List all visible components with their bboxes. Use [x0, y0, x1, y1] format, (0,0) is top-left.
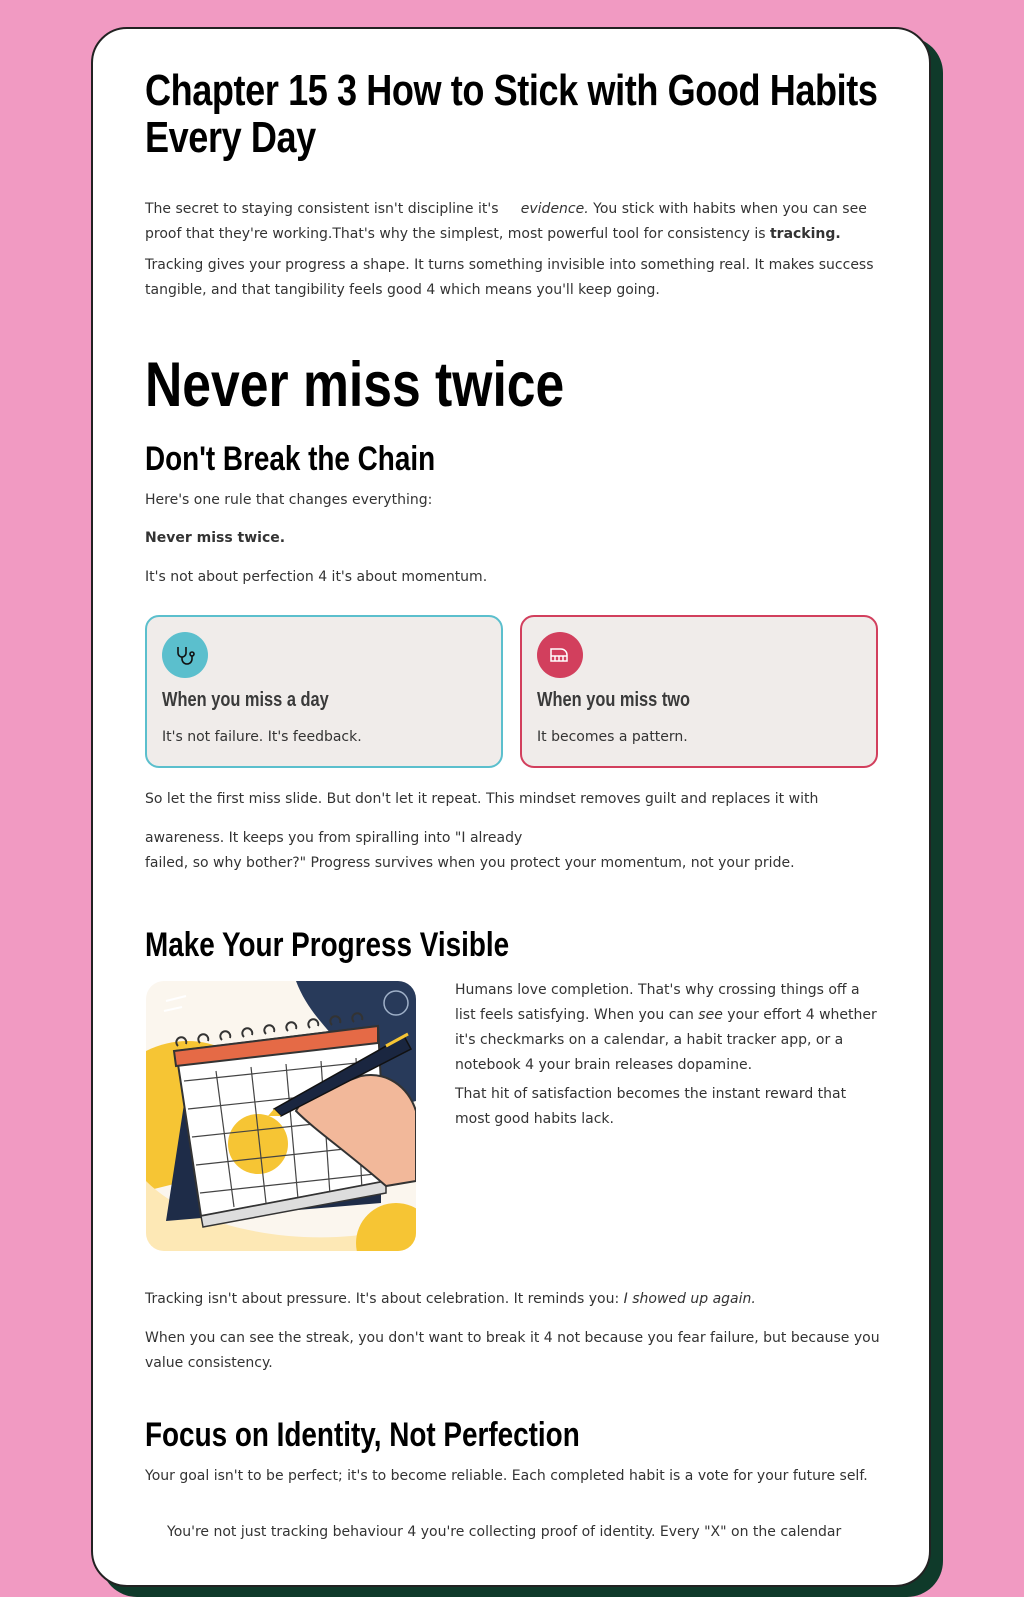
heading-make-progress-visible: Make Your Progress Visible — [145, 926, 510, 964]
intro-text-c: proof that they're working.That's why the simplest, most powerful tool for consistency is — [145, 226, 766, 242]
intro-p2-line-2: tangible, and that tangibility feels good 4 which means you'll keep going. — [145, 282, 660, 298]
callout-body: It becomes a pattern. — [537, 729, 688, 745]
title-line-1: Chapter 15 3 How to Stick with Good Habits — [145, 66, 878, 115]
article-card — [91, 27, 931, 1587]
heading-focus-on-identity: Focus on Identity, Not Perfection — [145, 1416, 580, 1454]
visible-line-1: Humans love completion. That's why crossing things off a — [455, 982, 860, 998]
intro-strong: tracking. — [769, 226, 841, 242]
intro-text-a: The secret to staying consistent isn't discipline it's — [145, 201, 499, 217]
callout-miss-two — [520, 615, 878, 768]
after-callouts-line-2: awareness. It keeps you from spiralling into "I already — [145, 830, 523, 846]
callout-body: It's not failure. It's feedback. — [162, 729, 362, 745]
visible-line-3: it's checkmarks on a calendar, a habit tracker app, or a — [455, 1032, 844, 1048]
intro-paragraph-2 — [145, 253, 874, 303]
visible-paragraph-1 — [455, 978, 877, 1078]
visible-line-5: That hit of satisfaction becomes the instant reward that — [455, 1086, 847, 1102]
callout-miss-a-day — [145, 615, 503, 768]
momentum-text: It's not about perfection 4 it's about momentum. — [145, 569, 488, 585]
visible-line-2b: your effort 4 whether — [727, 1007, 877, 1023]
after-callouts-line-1: So let the first miss slide. But don't let it repeat. This mindset removes guilt and replaces it with — [145, 791, 819, 807]
rule-intro-text: Here's one rule that changes everything: — [145, 492, 433, 508]
title-line-2: Every Day — [145, 113, 316, 162]
intro-text-b: You stick with habits when you can see — [593, 201, 867, 217]
intro-paragraph-1 — [145, 197, 867, 247]
piano-icon — [537, 632, 583, 678]
section-heading-never-miss: Never miss twice — [145, 350, 565, 420]
heading-dont-break-chain: Don't Break the Chain — [145, 440, 436, 478]
celebration-line-2: When you can see the streak, you don't want to break it 4 not because you fear failure, but because you — [145, 1330, 880, 1346]
identity-quote: You're not just tracking behaviour 4 you're collecting proof of identity. Every "X" on the calendar — [167, 1524, 842, 1540]
celebration-line-3: value consistency. — [145, 1355, 273, 1371]
visible-line-4: notebook 4 your brain releases dopamine. — [455, 1057, 753, 1073]
after-callouts-line-3: failed, so why bother?" Progress survives when you protect your momentum, not your pride. — [145, 855, 795, 871]
calendar-illustration — [146, 981, 416, 1251]
celebration-emphasis: I showed up again. — [623, 1291, 756, 1307]
visible-line-2a: list feels satisfying. When you can — [455, 1007, 694, 1023]
visible-paragraph-2 — [455, 1082, 846, 1132]
visible-line-6: most good habits lack. — [455, 1111, 614, 1127]
celebration-text: Tracking isn't about pressure. It's about celebration. It reminds you: — [145, 1291, 620, 1307]
intro-emphasis: evidence. — [520, 201, 589, 217]
celebration-line-1 — [145, 1287, 756, 1312]
rule-strong-text: Never miss twice. — [145, 530, 286, 546]
visible-emphasis: see — [698, 1007, 723, 1023]
callout-title: When you miss two — [537, 689, 691, 711]
stethoscope-icon — [162, 632, 208, 678]
celebration-paragraph-2 — [145, 1326, 880, 1376]
identity-text: Your goal isn't to be perfect; it's to become reliable. Each completed habit is a vote for your future self. — [145, 1468, 868, 1484]
page-title — [145, 67, 1024, 161]
intro-p2-line-1: Tracking gives your progress a shape. It turns something invisible into something real. It makes success — [145, 257, 874, 273]
callout-title: When you miss a day — [162, 689, 329, 711]
after-callouts-paragraph — [145, 826, 795, 876]
